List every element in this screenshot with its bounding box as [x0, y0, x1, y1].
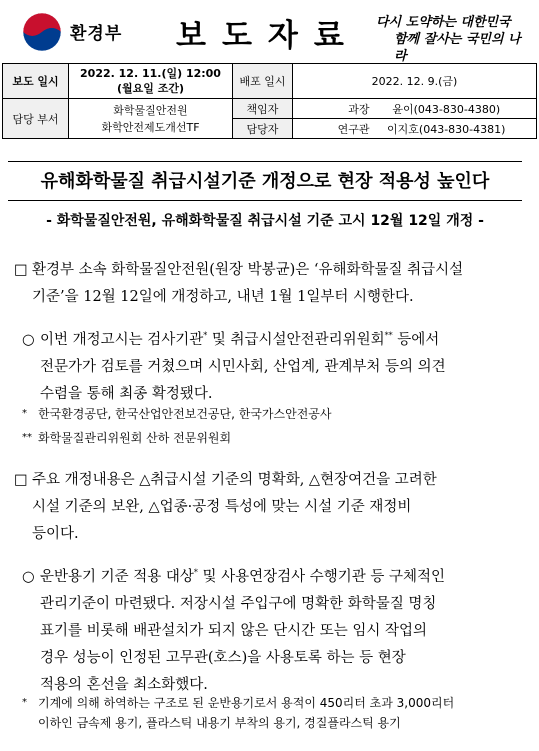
- release-time-label: 보도 일시: [3, 64, 69, 99]
- paragraph-2-text-1b: 및 취급시설안전관리위원회: [207, 331, 385, 348]
- paragraph-4-line-4: 경우 성능이 인정된 고무관(호스)을 사용토록 하는 등 현장: [40, 649, 406, 666]
- footnote-ref-1: *: [203, 331, 208, 340]
- paragraph-1: [14, 257, 522, 311]
- footnote-3-text-1: 기계에 의해 하역하는 구조로 된 운반용기로서 용적이 450리터 초과 3,000리터: [38, 696, 455, 710]
- department-line-1: 화학물질안전원: [113, 103, 188, 117]
- paragraph-2-line-1: [22, 322, 522, 354]
- paragraph-4: [22, 559, 522, 699]
- subheadline: - 화학물질안전원, 유해화학물질 취급시설 기준 고시 12월 12일 개정 -: [46, 213, 484, 229]
- paragraph-4-text-1b: 및 사용연장검사 수행기관 등 구체적인: [197, 568, 446, 585]
- department-label: 담당 부서: [3, 99, 69, 139]
- footnote-2-mark: **: [22, 432, 32, 443]
- paragraph-2-text-1c: 등에서: [392, 331, 440, 348]
- paragraph-4-text-1a: 운반용기 기준 적용 대상: [40, 568, 194, 585]
- paragraph-3-line-2: 시설 기준의 보완, △업종·공정 특성에 맞는 시설 기준 재정비: [32, 499, 412, 515]
- footnote-1-text: 한국환경공단, 한국산업안전보건공단, 한국가스안전공사: [38, 407, 332, 421]
- release-time-value: [69, 64, 233, 99]
- ministry-name: 환경부: [70, 24, 123, 44]
- paragraph-1-line-2: 기준’을 12월 12일에 개정하고, 내년 1월 1일부터 시행한다.: [32, 289, 414, 305]
- government-slogan: [376, 14, 526, 65]
- contact-title: 연구관: [337, 122, 370, 136]
- press-header: [0, 0, 539, 62]
- paragraph-3-line-1: [14, 467, 522, 494]
- release-time-line-2: (월요일 조간): [116, 82, 184, 95]
- paragraph-2-line-2: 전문가가 검토를 거쳤으며 시민사회, 산업계, 관계부처 등의 의견: [40, 358, 446, 375]
- square-bullet: □: [14, 472, 28, 488]
- manager-title: 과장: [348, 102, 370, 116]
- distribute-time-label: 배포 일시: [233, 64, 293, 99]
- footnote-ref-3: *: [193, 568, 198, 577]
- paragraph-3: [14, 467, 522, 548]
- contact-label: 담당자: [233, 119, 293, 139]
- paragraph-2: [22, 322, 522, 408]
- manager-contact: [293, 99, 537, 119]
- footnote-2-text: 화학물질관리위원회 산하 전문위원회: [38, 431, 232, 445]
- footnote-3-mark: *: [22, 697, 27, 708]
- department-value: [69, 99, 233, 139]
- government-emblem-icon: [22, 12, 62, 52]
- manager-name: 윤이(043-830-4380): [392, 102, 501, 116]
- paragraph-3-line-3: 등이다.: [32, 526, 79, 542]
- paragraph-4-line-2: 관리기준이 마련됐다. 저장시설 주입구에 명확한 화학물질 명칭: [40, 595, 437, 612]
- release-time-line-1: 2022. 12. 11.(일) 12:00: [80, 67, 221, 80]
- paragraph-4-line-1: [22, 559, 522, 591]
- footnote-1-mark: *: [22, 408, 27, 419]
- square-bullet: □: [14, 262, 28, 278]
- paragraph-2-text-1a: 이번 개정고시는 검사기관: [40, 331, 204, 348]
- footnote-1: [22, 404, 522, 424]
- paragraph-3-text-1: 주요 개정내용은 △취급시설 기준의 명확화, △현장여건을 고려한: [32, 472, 437, 488]
- release-info-table: [2, 63, 537, 139]
- paragraph-1-text-1: 환경부 소속 화학물질안전원(원장 박봉균)은 ‘유해화학물질 취급시설: [32, 262, 464, 278]
- paragraph-4-line-3: 표기를 비롯해 배관설치가 되지 않은 단시간 또는 임시 작업의: [40, 622, 428, 639]
- department-line-2: 화학안전제도개선TF: [101, 120, 200, 134]
- headline: 유해화학물질 취급시설기준 개정으로 현장 적용성 높인다: [8, 161, 522, 201]
- circle-bullet: ○: [22, 331, 35, 348]
- press-release-title: 보도자료: [176, 18, 360, 54]
- paragraph-1-line-1: [14, 257, 522, 284]
- distribute-time-value: 2022. 12. 9.(금): [293, 64, 537, 99]
- manager-label: 책임자: [233, 99, 293, 119]
- slogan-line-2: 함께 잘사는 국민의 나라: [394, 32, 521, 64]
- paragraph-4-line-5: 적용의 혼선을 최소화했다.: [40, 676, 208, 693]
- contact-person: [293, 119, 537, 139]
- footnote-3: [22, 693, 522, 733]
- footnote-3-text-2: 이하인 금속제 용기, 플라스틱 내용기 부착의 용기, 경질플라스틱 용기: [38, 716, 401, 730]
- slogan-line-1: 다시 도약하는 대한민국: [376, 15, 511, 30]
- footnote-2: [22, 428, 522, 448]
- contact-name: 이지호(043-830-4381): [387, 122, 506, 136]
- footnote-ref-2: **: [384, 331, 393, 340]
- circle-bullet: ○: [22, 568, 35, 585]
- paragraph-2-line-3: 수렴을 통해 최종 확정됐다.: [40, 385, 213, 402]
